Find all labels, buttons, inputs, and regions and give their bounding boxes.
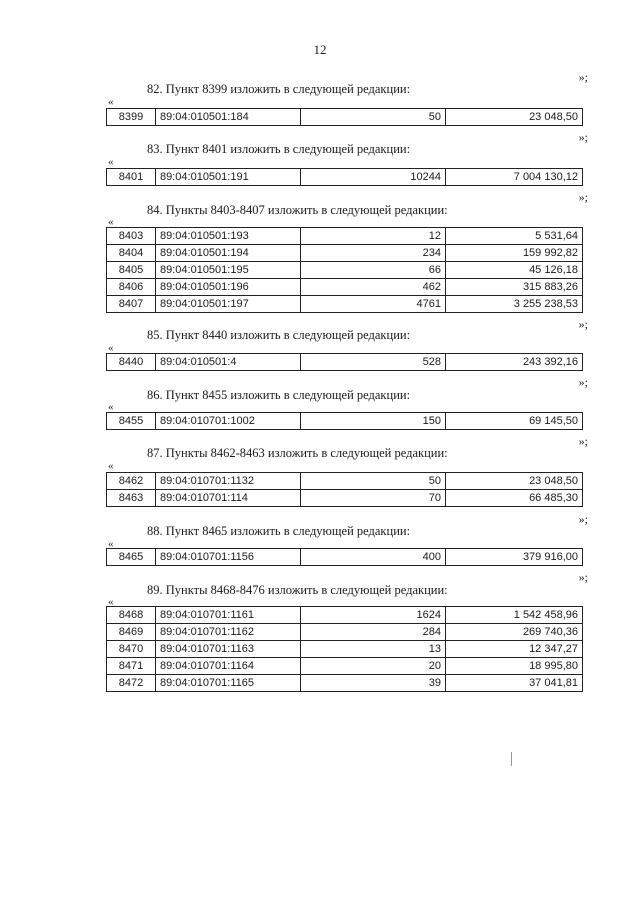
cell-cadastral-number: 89:04:010501:196 xyxy=(156,279,301,296)
amendment-table xyxy=(106,353,583,371)
cell-area: 12 xyxy=(301,228,446,245)
amendment-heading: 82. Пункт 8399 изложить в следующей редакции: xyxy=(147,82,411,96)
amendment-heading: 84. Пункты 8403-8407 изложить в следующей редакции: xyxy=(147,203,448,217)
cell-value: 23 048,50 xyxy=(446,109,583,126)
opening-quote: « xyxy=(108,96,114,108)
closing-quote: »; xyxy=(578,375,588,389)
table-row xyxy=(107,296,583,313)
cell-area: 13 xyxy=(301,641,446,658)
cell-area: 284 xyxy=(301,624,446,641)
cell-item-number: 8404 xyxy=(107,245,156,262)
table-row xyxy=(107,262,583,279)
cell-cadastral-number: 89:04:010501:197 xyxy=(156,296,301,313)
table-row xyxy=(107,169,583,186)
amendment-table xyxy=(106,412,583,430)
table-row xyxy=(107,245,583,262)
opening-quote: « xyxy=(108,596,114,608)
cell-value: 159 992,82 xyxy=(446,245,583,262)
amendment-table xyxy=(106,472,583,507)
cell-cadastral-number: 89:04:010701:1165 xyxy=(156,675,301,692)
amendment-heading: 89. Пункты 8468-8476 изложить в следующей редакции: xyxy=(147,583,448,597)
amendment-heading: 85. Пункт 8440 изложить в следующей редакции: xyxy=(147,328,411,342)
cell-area: 50 xyxy=(301,473,446,490)
cell-area: 400 xyxy=(301,549,446,566)
cell-item-number: 8440 xyxy=(107,354,156,371)
cell-area: 10244 xyxy=(301,169,446,186)
cell-item-number: 8462 xyxy=(107,473,156,490)
cell-value: 315 883,26 xyxy=(446,279,583,296)
cell-cadastral-number: 89:04:010501:4 xyxy=(156,354,301,371)
amendment-table xyxy=(106,606,583,692)
cell-area: 528 xyxy=(301,354,446,371)
cell-cadastral-number: 89:04:010501:193 xyxy=(156,228,301,245)
cell-item-number: 8468 xyxy=(107,607,156,624)
table-row xyxy=(107,658,583,675)
page-number: 12 xyxy=(313,42,327,57)
opening-quote: « xyxy=(108,342,114,354)
cell-item-number: 8405 xyxy=(107,262,156,279)
amendment-table xyxy=(106,227,583,313)
margin-mark xyxy=(511,752,512,766)
cell-item-number: 8471 xyxy=(107,658,156,675)
cell-value: 379 916,00 xyxy=(446,549,583,566)
cell-area: 4761 xyxy=(301,296,446,313)
cell-area: 150 xyxy=(301,413,446,430)
cell-item-number: 8463 xyxy=(107,490,156,507)
opening-quote: « xyxy=(108,460,114,472)
cell-cadastral-number: 89:04:010701:114 xyxy=(156,490,301,507)
closing-quote: »; xyxy=(578,570,588,584)
table-row xyxy=(107,549,583,566)
cell-value: 18 995,80 xyxy=(446,658,583,675)
cell-value: 1 542 458,96 xyxy=(446,607,583,624)
cell-area: 50 xyxy=(301,109,446,126)
cell-value: 66 485,30 xyxy=(446,490,583,507)
table-row xyxy=(107,279,583,296)
opening-quote: « xyxy=(108,216,114,228)
cell-cadastral-number: 89:04:010701:1164 xyxy=(156,658,301,675)
cell-area: 1624 xyxy=(301,607,446,624)
amendment-heading: 83. Пункт 8401 изложить в следующей редакции: xyxy=(147,142,411,156)
cell-cadastral-number: 89:04:010501:195 xyxy=(156,262,301,279)
amendment-heading: 86. Пункт 8455 изложить в следующей редакции: xyxy=(147,388,411,402)
closing-quote: »; xyxy=(578,130,588,144)
cell-item-number: 8399 xyxy=(107,109,156,126)
cell-cadastral-number: 89:04:010501:184 xyxy=(156,109,301,126)
table-row xyxy=(107,607,583,624)
cell-item-number: 8465 xyxy=(107,549,156,566)
cell-item-number: 8406 xyxy=(107,279,156,296)
cell-item-number: 8407 xyxy=(107,296,156,313)
cell-value: 269 740,36 xyxy=(446,624,583,641)
cell-cadastral-number: 89:04:010701:1163 xyxy=(156,641,301,658)
cell-area: 70 xyxy=(301,490,446,507)
cell-cadastral-number: 89:04:010701:1132 xyxy=(156,473,301,490)
cell-cadastral-number: 89:04:010501:194 xyxy=(156,245,301,262)
cell-area: 39 xyxy=(301,675,446,692)
cell-cadastral-number: 89:04:010701:1162 xyxy=(156,624,301,641)
cell-item-number: 8469 xyxy=(107,624,156,641)
opening-quote: « xyxy=(108,156,114,168)
cell-item-number: 8472 xyxy=(107,675,156,692)
cell-item-number: 8470 xyxy=(107,641,156,658)
cell-cadastral-number: 89:04:010501:191 xyxy=(156,169,301,186)
cell-value: 37 041,81 xyxy=(446,675,583,692)
closing-quote: »; xyxy=(578,190,588,204)
table-row xyxy=(107,675,583,692)
cell-value: 45 126,18 xyxy=(446,262,583,279)
cell-area: 234 xyxy=(301,245,446,262)
cell-value: 23 048,50 xyxy=(446,473,583,490)
cell-cadastral-number: 89:04:010701:1161 xyxy=(156,607,301,624)
amendment-table xyxy=(106,168,583,186)
table-row xyxy=(107,490,583,507)
cell-item-number: 8403 xyxy=(107,228,156,245)
cell-value: 69 145,50 xyxy=(446,413,583,430)
cell-area: 462 xyxy=(301,279,446,296)
cell-item-number: 8401 xyxy=(107,169,156,186)
closing-quote: »; xyxy=(578,317,588,331)
table-row xyxy=(107,109,583,126)
table-row xyxy=(107,413,583,430)
cell-value: 5 531,64 xyxy=(446,228,583,245)
table-row xyxy=(107,624,583,641)
table-row xyxy=(107,473,583,490)
cell-area: 66 xyxy=(301,262,446,279)
cell-cadastral-number: 89:04:010701:1002 xyxy=(156,413,301,430)
cell-area: 20 xyxy=(301,658,446,675)
cell-value: 3 255 238,53 xyxy=(446,296,583,313)
table-row xyxy=(107,641,583,658)
table-row xyxy=(107,354,583,371)
cell-value: 243 392,16 xyxy=(446,354,583,371)
cell-cadastral-number: 89:04:010701:1156 xyxy=(156,549,301,566)
opening-quote: « xyxy=(108,538,114,550)
amendment-table xyxy=(106,108,583,126)
closing-quote: »; xyxy=(578,70,588,84)
closing-quote: »; xyxy=(578,434,588,448)
amendment-table xyxy=(106,548,583,566)
amendment-heading: 87. Пункты 8462-8463 изложить в следующей редакции: xyxy=(147,446,448,460)
table-row xyxy=(107,228,583,245)
opening-quote: « xyxy=(108,401,114,413)
cell-item-number: 8455 xyxy=(107,413,156,430)
amendment-heading: 88. Пункт 8465 изложить в следующей редакции: xyxy=(147,524,411,538)
closing-quote: »; xyxy=(578,512,588,526)
cell-value: 12 347,27 xyxy=(446,641,583,658)
cell-value: 7 004 130,12 xyxy=(446,169,583,186)
